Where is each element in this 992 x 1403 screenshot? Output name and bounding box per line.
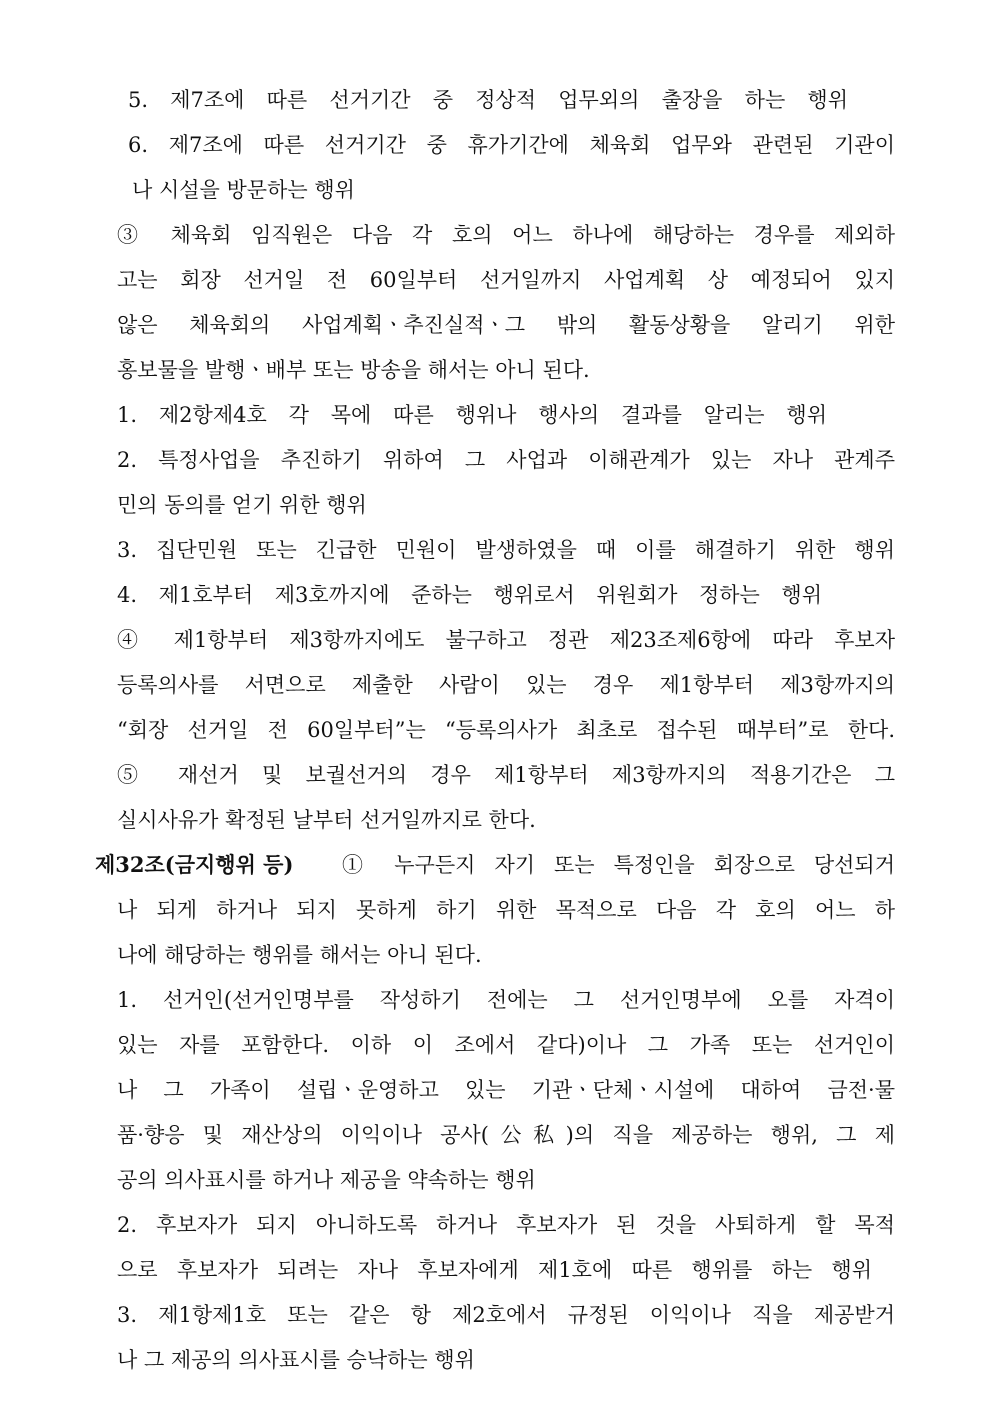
text-line: 나에 해당하는 행위를 해서는 아니 된다. [117,943,482,967]
text-line: ④ 제1항부터 제3항까지에도 불구하고 정관 제23조제6항에 따라 후보자 [117,628,895,652]
text-line: 민의 동의를 얻기 위한 행위 [117,493,367,517]
text-line: 6. 제7조에 따른 선거기간 중 휴가기간에 체육회 업무와 관련된 기관이 [128,133,895,157]
text-line: 1. 선거인(선거인명부를 작성하기 전에는 그 선거인명부에 오를 자격이 [117,988,895,1012]
text-line: ③ 체육회 임직원은 다음 각 호의 어느 하나에 해당하는 경우를 제외하 [117,223,895,247]
text-line: 3. 제1항제1호 또는 같은 항 제2호에서 규정된 이익이나 직을 제공받거 [117,1303,895,1327]
text-line: 2. 특정사업을 추진하기 위하여 그 사업과 이해관계가 있는 자나 관계주 [117,448,895,472]
text-line: 나 시설을 방문하는 행위 [132,178,355,202]
text-line: 나 되게 하거나 되지 못하게 하기 위한 목적으로 다음 각 호의 어느 하 [117,898,895,922]
text-line: 나 그 가족이 설립ㆍ운영하고 있는 기관ㆍ단체ㆍ시설에 대하여 금전·물 [117,1078,895,1102]
article-heading: 제32조(금지행위 등) [95,852,294,877]
text-line: 품·향응 및 재산상의 이익이나 공사(公私)의 직을 제공하는 행위, 그 제 [117,1123,895,1147]
text-line: ① 누구든지 자기 또는 특정인을 회장으로 당선되거 [342,853,895,877]
text-line: 고는 회장 선거일 전 60일부터 선거일까지 사업계획 상 예정되어 있지 [117,268,895,292]
text-line: 4. 제1호부터 제3호까지에 준하는 행위로서 위원회가 정하는 행위 [117,583,822,607]
text-line: 나 그 제공의 의사표시를 승낙하는 행위 [117,1348,475,1372]
text-line: 으로 후보자가 되려는 자나 후보자에게 제1호에 따른 행위를 하는 행위 [117,1258,872,1282]
text-line: 5. 제7조에 따른 선거기간 중 정상적 업무외의 출장을 하는 행위 [128,88,848,112]
text-line: “회장 선거일 전 60일부터”는 “등록의사가 최초로 접수된 때부터”로 한다. [117,718,895,742]
text-line: 실시사유가 확정된 날부터 선거일까지로 한다. [117,808,536,832]
text-line: 2. 후보자가 되지 아니하도록 하거나 후보자가 된 것을 사퇴하게 할 목적 [117,1213,895,1237]
text-line: ⑤ 재선거 및 보궐선거의 경우 제1항부터 제3항까지의 적용기간은 그 [117,763,895,787]
text-line: 등록의사를 서면으로 제출한 사람이 있는 경우 제1항부터 제3항까지의 [117,673,895,697]
text-line: 1. 제2항제4호 각 목에 따른 행위나 행사의 결과를 알리는 행위 [117,403,827,427]
text-line: 공의 의사표시를 하거나 제공을 약속하는 행위 [117,1168,536,1192]
text-line: 않은 체육회의 사업계획ㆍ추진실적ㆍ그 밖의 활동상황을 알리기 위한 [117,313,895,337]
text-line: 3. 집단민원 또는 긴급한 민원이 발생하였을 때 이를 해결하기 위한 행위 [117,538,895,562]
text-line: 있는 자를 포함한다. 이하 이 조에서 같다)이나 그 가족 또는 선거인이 [117,1033,895,1057]
text-line: 홍보물을 발행ㆍ배부 또는 방송을 해서는 아니 된다. [117,358,590,382]
